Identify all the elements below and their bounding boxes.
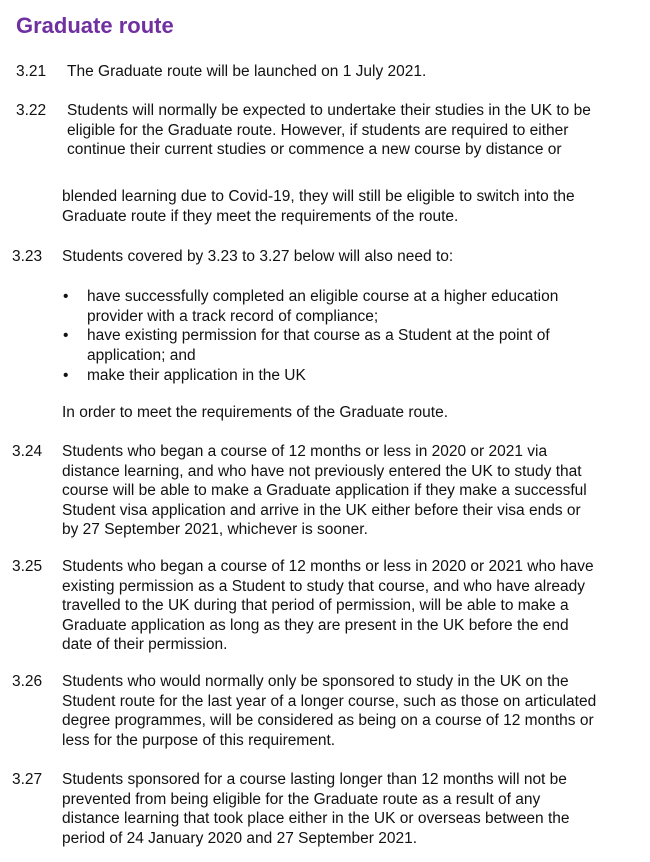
- section-text: [62, 247, 453, 267]
- text-line: continue their current studies or commence a new course by distance or: [67, 141, 562, 158]
- bullet-item: [87, 326, 550, 365]
- section-text-continued: [62, 187, 575, 226]
- section-number: 3.27: [12, 771, 43, 788]
- section-text: [62, 557, 594, 655]
- text-line: travelled to the UK during that period of permission, will be able to make a: [62, 597, 569, 614]
- text-line: date of their permission.: [62, 636, 228, 653]
- text-line: Students who began a course of 12 months or less in 2020 or 2021 who have: [62, 558, 594, 575]
- text-line: Student route for the last year of a longer course, such as those on articulated: [62, 692, 597, 710]
- section-text: [62, 770, 570, 848]
- section-text: [62, 672, 596, 750]
- section-text: [67, 62, 426, 82]
- bullet-icon: •: [63, 288, 69, 305]
- text-line: period of 24 January 2020 and 27 September 2021.: [62, 829, 418, 847]
- text-line: Students sponsored for a course lasting longer than 12 months will not be: [62, 771, 567, 788]
- text-line: Students who began a course of 12 months or less in 2020 or 2021 via: [62, 443, 548, 460]
- text-line: The Graduate route will be launched on 1 July 2021.: [67, 63, 427, 80]
- closing-text: In order to meet the requirements of the Graduate route.: [62, 404, 448, 421]
- text-line: degree programmes, will be considered as being on a course of 12 months or: [62, 712, 594, 729]
- section-number: 3.23: [12, 248, 43, 265]
- section-number: 3.24: [12, 443, 43, 460]
- text-line: blended learning due to Covid-19, they will still be eligible to switch into the: [62, 188, 575, 205]
- text-line: eligible for the Graduate route. However, if students are required to either: [67, 121, 569, 139]
- section-number: 3.22: [16, 102, 47, 119]
- page-title: Graduate route: [16, 13, 174, 38]
- bullet-item: [87, 287, 558, 326]
- section-number: 3.25: [12, 558, 43, 575]
- text-line: less for the purpose of this requirement.: [62, 731, 336, 749]
- text-line: have successfully completed an eligible course at a higher education: [87, 288, 559, 305]
- bullet-icon: •: [63, 367, 69, 384]
- text-line: by 27 September 2021, whichever is sooner.: [62, 521, 368, 538]
- text-line: Students who would normally only be sponsored to study in the UK on the: [62, 673, 569, 690]
- bullet-icon: •: [63, 327, 69, 344]
- text-line: Student visa application and arrive in the UK either before their visa ends or: [62, 501, 581, 519]
- bullet-item: [87, 366, 306, 386]
- text-line: prevented from being eligible for the Graduate route as a result of any: [62, 790, 541, 808]
- text-line: distance learning that took place either in the UK or overseas between the: [62, 810, 570, 827]
- text-line: provider with a track record of compliance;: [87, 307, 379, 325]
- text-line: Students covered by 3.23 to 3.27 below will also need to:: [62, 248, 454, 265]
- text-line: Students will normally be expected to undertake their studies in the UK to be: [67, 102, 591, 119]
- text-line: make their application in the UK: [87, 367, 306, 384]
- section-text: [62, 442, 587, 540]
- text-line: have existing permission for that course as a Student at the point of: [87, 327, 550, 344]
- text-line: course will be able to make a Graduate application if they make a successful: [62, 482, 587, 499]
- section-number: 3.26: [12, 673, 43, 690]
- section-text: [67, 101, 591, 160]
- text-line: distance learning, and who have not previously entered the UK to study that: [62, 462, 582, 480]
- text-line: existing permission as a Student to study that course, and who have already: [62, 577, 585, 595]
- section-number: 3.21: [16, 63, 47, 80]
- text-line: Graduate route if they meet the requirements of the route.: [62, 207, 459, 225]
- text-line: application; and: [87, 346, 196, 364]
- text-line: Graduate application as long as they are present in the UK before the end: [62, 616, 569, 634]
